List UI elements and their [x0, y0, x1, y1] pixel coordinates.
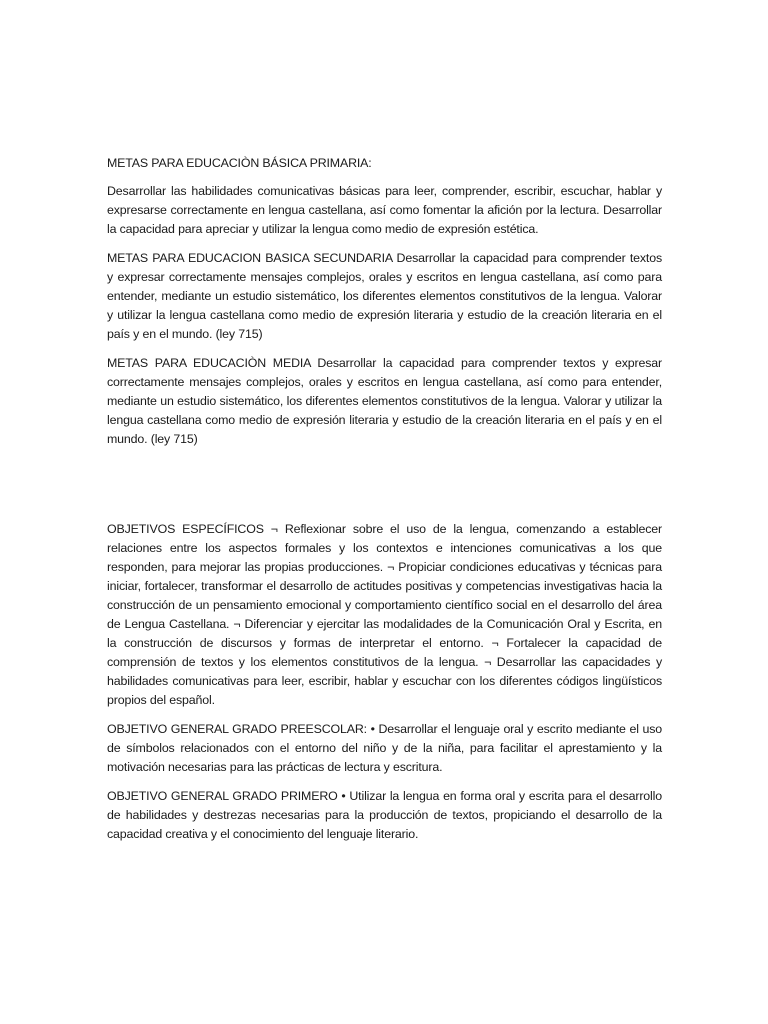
section-heading-primaria: METAS PARA EDUCACIÒN BÁSICA PRIMARIA: — [107, 156, 372, 170]
paragraph-primaria: Desarrollar las habilidades comunicativas básicas para leer, comprender, escribir, escuchar, hablar y expresarse correctamente en lengua castellana, así como fomentar la afición por la lectura. Desarrollar la capacidad para apreciar y utilizar la lengua como medio de expresión estética. — [107, 184, 662, 236]
paragraph-objetivo-primero: OBJETIVO GENERAL GRADO PRIMERO • Utilizar la lengua en forma oral y escrita para el desarrollo de habilidades y destrezas necesarias para la producción de textos, propiciando el desarrollo de la capacidad creativa y el conocimiento del lenguaje literario. — [107, 789, 662, 841]
document-body — [107, 154, 662, 854]
blank-space — [107, 459, 662, 520]
paragraph-media: METAS PARA EDUCACIÒN MEDIA Desarrollar la capacidad para comprender textos y expresar correctamente mensajes complejos, orales y escritos en lengua castellana, así como para entender, mediante un estudio sistemático, los diferentes elementos constitutivos de la lengua. Valorar y utilizar la lengua castellana como medio de expresión literaria y estudio de la creación literaria en el país y en el mundo. (ley 715) — [107, 356, 662, 446]
paragraph-secundaria: METAS PARA EDUCACION BASICA SECUNDARIA Desarrollar la capacidad para comprender textos y expresar correctamente mensajes complejos, orales y escritos en lengua castellana, así como para entender, mediante un estudio sistemático, los diferentes elementos constitutivos de la lengua. Valorar y utilizar la lengua castellana como medio de expresión literaria y estudio de la creación literaria en el país y en el mundo. (ley 715) — [107, 251, 662, 341]
paragraph-objetivo-preescolar: OBJETIVO GENERAL GRADO PREESCOLAR: • Desarrollar el lenguaje oral y escrito mediante el uso de símbolos relacionados con el entorno del niño y de la niña, para facilitar el aprestamiento y la motivación necesarias para las prácticas de lectura y escritura. — [107, 722, 662, 774]
paragraph-objetivos-especificos: OBJETIVOS ESPECÍFICOS ¬ Reflexionar sobre el uso de la lengua, comenzando a establecer relaciones entre los aspectos formales y los contextos e intenciones comunicativas a los que responden, para mejorar las propias producciones. ¬ Propiciar condiciones educativas y técnicas para iniciar, fortalecer, transformar el desarrollo de actitudes positivas y competencias investigativas hacia la construcción de un pensamiento emocional y comportamiento científico social en el desarrollo del área de Lengua Castellana. ¬ Diferenciar y ejercitar las modalidades de la Comunicación Oral y Escrita, en la construcción de discursos y formas de interpretar el entorno. ¬ Fortalecer la capacidad de comprensión de textos y los elementos constitutivos de la lengua. ¬ Desarrollar las capacidades y habilidades comunicativas para leer, escribir, hablar y escuchar con los diferentes códigos lingüísticos propios del español. — [107, 522, 662, 707]
